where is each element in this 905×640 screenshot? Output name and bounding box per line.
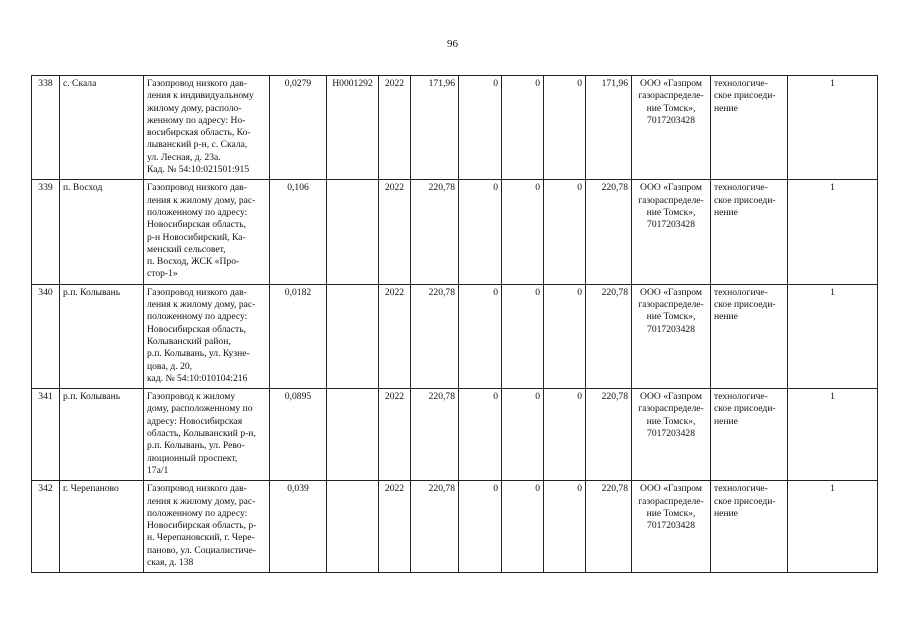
- cell-description-line: р.п. Колывань, ул. Рево-: [147, 440, 245, 452]
- cell-description-line: Новосибирская область,: [147, 323, 246, 335]
- cell-value-3: 0: [544, 389, 586, 481]
- cell-purpose-line: нение: [714, 206, 738, 218]
- table-row: [32, 76, 878, 180]
- cell-organization-line: газораспределе-: [638, 495, 704, 507]
- cell-description-line: Газопровод низкого дав-: [147, 182, 247, 194]
- cell-quantity: 1: [788, 76, 878, 180]
- registry-table: [31, 75, 878, 573]
- table-row: [32, 284, 878, 388]
- cell-description: [144, 481, 270, 573]
- table-row: [32, 481, 878, 573]
- cell-description-line: ления к индивидуальному: [147, 90, 254, 102]
- cell-description-line: положенному по адресу:: [147, 311, 248, 323]
- cell-value-3: 0: [544, 284, 586, 388]
- cell-description-line: положенному по адресу:: [147, 206, 248, 218]
- cell-description-line: Новосибирская область,: [147, 219, 246, 231]
- cell-organization-line: ние Томск»,: [646, 206, 696, 218]
- cell-description-line: люционный проспект,: [147, 452, 238, 464]
- cell-value-2: 0: [502, 389, 544, 481]
- cell-description-line: ления к жилому дому, рас-: [147, 495, 256, 507]
- cell-purpose-line: ское присоеди-: [714, 299, 776, 311]
- cell-purpose: [711, 180, 788, 284]
- cell-description-line: менский сельсовет,: [147, 243, 226, 255]
- cell-description-line: кад. № 54:10:010104:216: [147, 372, 248, 384]
- cell-quantity: 1: [788, 389, 878, 481]
- cell-purpose-line: ское присоеди-: [714, 194, 776, 206]
- cell-description-line: восибирская область, Ко-: [147, 127, 251, 139]
- cell-value-2: 0: [502, 481, 544, 573]
- cell-number: 338: [32, 76, 60, 180]
- cell-organization: [632, 284, 711, 388]
- cell-description-line: дому, расположенному по: [147, 403, 253, 415]
- cell-description-line: ул. Лесная, д. 23а.: [147, 151, 221, 163]
- cell-purpose: [711, 284, 788, 388]
- cell-description-line: область, Колыванский р-н,: [147, 428, 256, 440]
- table-row: [32, 389, 878, 481]
- cell-description-line: Газопровод низкого дав-: [147, 483, 247, 495]
- cell-purpose-line: ское присоеди-: [714, 495, 776, 507]
- cell-value-1: 0: [459, 180, 502, 284]
- cell-organization: [632, 481, 711, 573]
- cell-value-1: 0: [459, 284, 502, 388]
- cell-cost: 220,78: [411, 180, 459, 284]
- cell-organization-line: газораспределе-: [638, 90, 704, 102]
- cell-organization-line: ООО «Газпром: [640, 391, 702, 403]
- cell-description-line: п. Восход, ЖСК «Про-: [147, 256, 240, 268]
- cell-description-line: ская, д. 138: [147, 556, 194, 568]
- cell-organization-line: ООО «Газпром: [640, 483, 702, 495]
- cell-locality: с. Скала: [60, 76, 144, 180]
- cell-value-3: 0: [544, 76, 586, 180]
- cell-locality: р.п. Колывань: [60, 284, 144, 388]
- cell-length: 0,0182: [270, 284, 327, 388]
- cell-organization-line: газораспределе-: [638, 299, 704, 311]
- cell-organization-line: ние Томск»,: [646, 507, 696, 519]
- cell-purpose-line: ское присоеди-: [714, 403, 776, 415]
- cell-organization: [632, 76, 711, 180]
- cell-purpose-line: технологиче-: [714, 182, 768, 194]
- cell-code: [327, 180, 379, 284]
- cell-code: [327, 389, 379, 481]
- cell-description-line: Газопровод низкого дав-: [147, 286, 247, 298]
- cell-organization-line: ние Томск»,: [646, 311, 696, 323]
- cell-cost: 220,78: [411, 284, 459, 388]
- cell-purpose-line: ское присоеди-: [714, 90, 776, 102]
- cell-length: 0,0279: [270, 76, 327, 180]
- cell-cost: 171,96: [411, 76, 459, 180]
- cell-description-line: Газопровод низкого дав-: [147, 78, 247, 89]
- cell-organization-line: ООО «Газпром: [640, 78, 702, 89]
- cell-description-line: лыванский р-н, с. Скала,: [147, 139, 248, 151]
- table-body: [32, 76, 878, 573]
- cell-locality: п. Восход: [60, 180, 144, 284]
- cell-total: 220,78: [586, 180, 632, 284]
- cell-year: 2022: [379, 284, 411, 388]
- cell-organization-line: 7017203428: [647, 428, 695, 440]
- cell-organization-line: 7017203428: [647, 323, 695, 335]
- cell-purpose: [711, 76, 788, 180]
- cell-year: 2022: [379, 389, 411, 481]
- cell-value-2: 0: [502, 180, 544, 284]
- cell-code: [327, 481, 379, 573]
- cell-description-line: Кад. № 54:10:021501:915: [147, 164, 250, 176]
- cell-organization-line: ООО «Газпром: [640, 286, 702, 298]
- cell-purpose-line: технологиче-: [714, 483, 768, 495]
- cell-description-line: паново, ул. Социалистиче-: [147, 544, 256, 556]
- cell-organization-line: 7017203428: [647, 520, 695, 532]
- cell-purpose-line: технологиче-: [714, 78, 768, 89]
- cell-value-2: 0: [502, 76, 544, 180]
- cell-number: 342: [32, 481, 60, 573]
- cell-purpose: [711, 389, 788, 481]
- cell-organization-line: ООО «Газпром: [640, 182, 702, 194]
- cell-number: 339: [32, 180, 60, 284]
- cell-locality: г. Черепаново: [60, 481, 144, 573]
- cell-purpose-line: нение: [714, 102, 738, 114]
- cell-code: Н0001292: [327, 76, 379, 180]
- cell-total: 220,78: [586, 481, 632, 573]
- cell-description-line: цова, д. 20,: [147, 360, 193, 372]
- cell-code: [327, 284, 379, 388]
- cell-description: [144, 180, 270, 284]
- cell-length: 0,106: [270, 180, 327, 284]
- cell-total: 220,78: [586, 284, 632, 388]
- cell-value-3: 0: [544, 481, 586, 573]
- cell-value-2: 0: [502, 284, 544, 388]
- cell-length: 0,0895: [270, 389, 327, 481]
- cell-purpose-line: технологиче-: [714, 391, 768, 403]
- cell-description-line: жилому дому, располо-: [147, 102, 242, 114]
- cell-quantity: 1: [788, 481, 878, 573]
- cell-cost: 220,78: [411, 481, 459, 573]
- cell-value-1: 0: [459, 389, 502, 481]
- cell-organization-line: ние Томск»,: [646, 415, 696, 427]
- cell-organization-line: 7017203428: [647, 219, 695, 231]
- page-number: 96: [447, 38, 458, 50]
- cell-description-line: адресу: Новосибирская: [147, 415, 243, 427]
- cell-purpose-line: технологиче-: [714, 286, 768, 298]
- cell-description-line: н. Черепановский, г. Чере-: [147, 532, 255, 544]
- cell-number: 340: [32, 284, 60, 388]
- cell-organization-line: газораспределе-: [638, 194, 704, 206]
- cell-purpose-line: нение: [714, 507, 738, 519]
- cell-organization-line: 7017203428: [647, 114, 695, 126]
- cell-purpose-line: нение: [714, 415, 738, 427]
- cell-description: [144, 76, 270, 180]
- cell-description-line: р-н Новосибирский, Ка-: [147, 231, 246, 243]
- cell-length: 0,039: [270, 481, 327, 573]
- cell-cost: 220,78: [411, 389, 459, 481]
- cell-description-line: положенному по адресу:: [147, 507, 248, 519]
- cell-value-1: 0: [459, 76, 502, 180]
- cell-total: 171,96: [586, 76, 632, 180]
- cell-description-line: стор-1»: [147, 268, 178, 280]
- cell-organization-line: газораспределе-: [638, 403, 704, 415]
- cell-description-line: 17а/1: [147, 464, 169, 476]
- cell-organization: [632, 389, 711, 481]
- cell-description-line: р.п. Колывань, ул. Кузне-: [147, 348, 250, 360]
- cell-year: 2022: [379, 76, 411, 180]
- cell-value-1: 0: [459, 481, 502, 573]
- cell-description-line: Новосибирская область, р-: [147, 520, 257, 532]
- cell-organization-line: ние Томск»,: [646, 102, 696, 114]
- cell-organization: [632, 180, 711, 284]
- cell-total: 220,78: [586, 389, 632, 481]
- cell-description-line: женному по адресу: Но-: [147, 114, 246, 126]
- cell-description-line: Колыванский район,: [147, 335, 231, 347]
- cell-quantity: 1: [788, 284, 878, 388]
- cell-description: [144, 389, 270, 481]
- cell-locality: р.п. Колывань: [60, 389, 144, 481]
- cell-number: 341: [32, 389, 60, 481]
- cell-quantity: 1: [788, 180, 878, 284]
- cell-purpose-line: нение: [714, 311, 738, 323]
- cell-year: 2022: [379, 180, 411, 284]
- cell-description-line: Газопровод к жилому: [147, 391, 236, 403]
- cell-description: [144, 284, 270, 388]
- cell-description-line: ления к жилому дому, рас-: [147, 194, 256, 206]
- cell-purpose: [711, 481, 788, 573]
- cell-year: 2022: [379, 481, 411, 573]
- cell-value-3: 0: [544, 180, 586, 284]
- cell-description-line: ления к жилому дому, рас-: [147, 299, 256, 311]
- table-row: [32, 180, 878, 284]
